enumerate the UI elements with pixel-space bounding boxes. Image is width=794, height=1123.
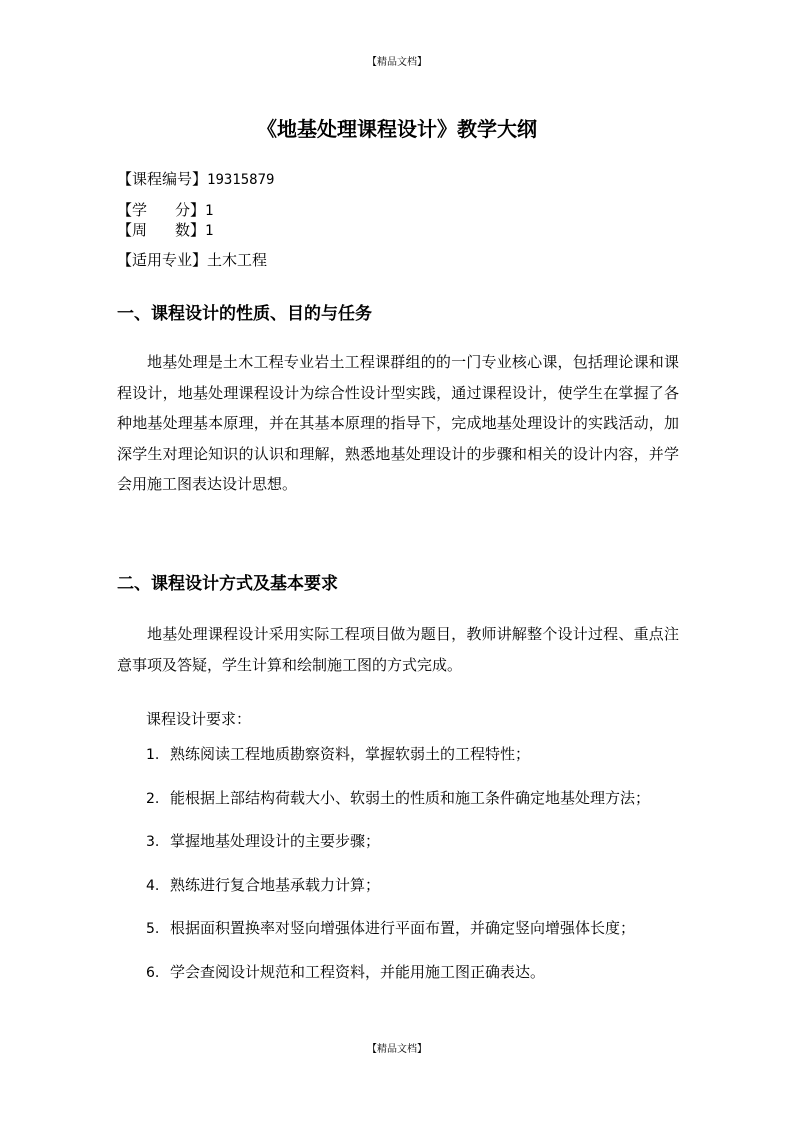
requirement-item [146, 744, 650, 788]
requirement-item [146, 788, 650, 832]
major-row [117, 250, 267, 270]
requirements-title: 课程设计要求： [146, 710, 252, 728]
requirements-list [146, 744, 650, 1006]
requirement-text: 根据面积置换率对竖向增强体进行平面布置，并确定竖向增强体长度； [170, 919, 636, 938]
course-number-value: 19315879 [207, 172, 275, 188]
requirement-item [146, 831, 650, 875]
requirement-number: 4. [146, 877, 160, 894]
requirement-text: 熟练进行复合地基承载力计算； [170, 875, 381, 894]
requirement-text: 熟练阅读工程地质勘察资料，掌握软弱土的工程特性； [170, 745, 531, 763]
credit-label-start: 【学 [117, 201, 148, 219]
section-2-paragraph: 地基处理课程设计采用实际工程项目做为题目，教师讲解整个设计过程、重点注意事项及答疑，学生计算和绘制施工图的方式完成。 [117, 625, 679, 674]
requirement-number: 2. [146, 790, 160, 807]
section-1-paragraph: 地基处理是土木工程专业岩土工程课群组的的一门专业核心课，包括理论课和课程设计，地基处理课程设计为综合性设计型实践，通过课程设计，使学生在掌握了各种地基处理基本原理，并在其基本原理的指导下，完成地基处理设计的实践活动，加深学生对理论知识的认识和理解，熟悉地基处理设计的步骤和相关的设计内容，并学会用施工图表达设计思想。 [117, 353, 679, 493]
requirement-number: 1. [146, 747, 160, 763]
major-value: 土木工程 [207, 251, 268, 269]
credit-value: 1 [205, 203, 214, 219]
requirement-number: 5. [146, 921, 160, 938]
section-2-heading: 二、课程设计方式及基本要求 [117, 574, 338, 594]
requirement-number: 6. [146, 964, 160, 981]
requirement-text: 能根据上部结构荷载大小、软弱土的性质和施工条件确定地基处理方法； [170, 788, 651, 807]
requirement-text: 掌握地基处理设计的主要步骤； [170, 832, 381, 851]
requirement-number: 3. [146, 834, 160, 851]
requirement-item [146, 918, 650, 962]
requirement-text: 学会查阅设计规范和工程资料，并能用施工图正确表达。 [170, 962, 546, 981]
weeks-label-start: 【周 [117, 221, 148, 239]
weeks-label [117, 220, 205, 240]
weeks-value: 1 [205, 223, 214, 239]
requirement-item [146, 962, 650, 1006]
weeks-row [117, 220, 213, 241]
weeks-label-end: 数】 [174, 221, 205, 239]
footer-tag: 【精品文档】 [367, 1044, 427, 1055]
requirement-item [146, 875, 650, 919]
credit-label [117, 200, 205, 220]
course-number-label: 【课程编号】 [117, 170, 208, 188]
section-1-heading: 一、课程设计的性质、目的与任务 [117, 304, 372, 324]
credit-label-end: 分】 [174, 201, 205, 219]
major-label: 【适用专业】 [117, 251, 208, 269]
page-title: 《地基处理课程设计》教学大纲 [257, 117, 537, 141]
header-tag: 【精品文档】 [367, 57, 427, 68]
course-number-row [117, 169, 274, 190]
credit-row [117, 200, 213, 221]
